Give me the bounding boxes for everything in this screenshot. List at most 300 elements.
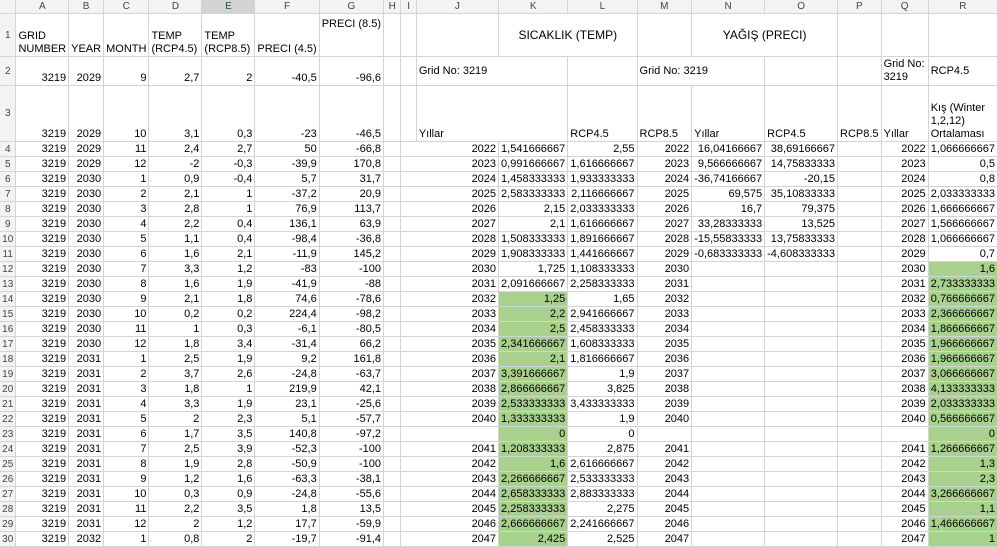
cell-e[interactable]: -0,3: [202, 157, 255, 172]
cell-m[interactable]: 2032: [637, 292, 692, 307]
cell-d[interactable]: 2,2: [149, 217, 202, 232]
cell-b[interactable]: 2032: [69, 532, 104, 547]
cell-r[interactable]: 0,566666667: [928, 412, 997, 427]
cell-l[interactable]: 1,9: [568, 412, 637, 427]
cell-g[interactable]: -100: [319, 442, 383, 457]
cell-e[interactable]: 2,6: [202, 367, 255, 382]
column-header-f[interactable]: F: [255, 0, 319, 14]
cell-r[interactable]: 2,366666667: [928, 307, 997, 322]
cell-e[interactable]: 2,1: [202, 247, 255, 262]
cell-n[interactable]: [692, 382, 765, 397]
cell-o[interactable]: 14,75833333: [765, 157, 838, 172]
cell-h[interactable]: [384, 472, 401, 487]
cell-h[interactable]: [384, 442, 401, 457]
row-header[interactable]: 7: [0, 187, 16, 202]
cell-j[interactable]: 2026: [401, 202, 499, 217]
cell-h[interactable]: [384, 367, 401, 382]
cell-e[interactable]: 0,4: [202, 217, 255, 232]
column-header-h[interactable]: H: [384, 0, 401, 14]
temp-section-title[interactable]: SICAKLIK (TEMP): [499, 14, 637, 57]
cell-a[interactable]: 3219: [16, 307, 69, 322]
cell-l[interactable]: 3,433333333: [568, 397, 637, 412]
cell-d[interactable]: 2,1: [149, 292, 202, 307]
cell-e3[interactable]: 0,3: [202, 86, 255, 142]
cell-o[interactable]: [765, 532, 838, 547]
cell-q[interactable]: 2041: [881, 442, 928, 457]
preci-section-title[interactable]: YAĞIŞ (PRECI): [692, 14, 838, 57]
cell-f[interactable]: -39,9: [255, 157, 319, 172]
cell-n[interactable]: [692, 502, 765, 517]
cell-e[interactable]: -0,4: [202, 172, 255, 187]
cell-m[interactable]: 2044: [637, 487, 692, 502]
cell-m[interactable]: 2047: [637, 532, 692, 547]
cell-o[interactable]: [765, 472, 838, 487]
row-header[interactable]: 21: [0, 397, 16, 412]
cell-j[interactable]: 2031: [401, 277, 499, 292]
row-header[interactable]: 25: [0, 457, 16, 472]
cell-b[interactable]: 2031: [69, 412, 104, 427]
cell-o[interactable]: 38,69166667: [765, 142, 838, 157]
cell-l[interactable]: 1,933333333: [568, 172, 637, 187]
cell-a[interactable]: 3219: [16, 322, 69, 337]
cell-q[interactable]: 2026: [881, 202, 928, 217]
cell-n[interactable]: [692, 517, 765, 532]
cell-p[interactable]: [838, 337, 882, 352]
cell-l[interactable]: 2,525: [568, 532, 637, 547]
cell-k[interactable]: 3,391666667: [499, 367, 568, 382]
cell-f[interactable]: 17,7: [255, 517, 319, 532]
cell-a[interactable]: 3219: [16, 172, 69, 187]
cell-p2[interactable]: [838, 57, 882, 86]
cell-p[interactable]: [838, 532, 882, 547]
cell-r[interactable]: 2,033333333: [928, 397, 997, 412]
cell-c[interactable]: 8: [104, 457, 149, 472]
cell-g[interactable]: -59,9: [319, 517, 383, 532]
row-header[interactable]: 26: [0, 472, 16, 487]
cell-c[interactable]: 1: [104, 352, 149, 367]
cell-b[interactable]: 2031: [69, 442, 104, 457]
cell-f[interactable]: -41,9: [255, 277, 319, 292]
cell-g[interactable]: -100: [319, 457, 383, 472]
cell-m[interactable]: 2038: [637, 382, 692, 397]
row-header[interactable]: 29: [0, 517, 16, 532]
row-header[interactable]: 24: [0, 442, 16, 457]
cell-g[interactable]: -80,5: [319, 322, 383, 337]
cell-q[interactable]: 2038: [881, 382, 928, 397]
column-header-c[interactable]: C: [104, 0, 149, 14]
cell-k[interactable]: 1,725: [499, 262, 568, 277]
cell-b2[interactable]: 2029: [69, 57, 104, 86]
cell-k[interactable]: 2,258333333: [499, 502, 568, 517]
cell-r[interactable]: 1,566666667: [928, 217, 997, 232]
cell-r[interactable]: 1,266666667: [928, 442, 997, 457]
cell-b[interactable]: 2031: [69, 457, 104, 472]
cell-d[interactable]: 2,4: [149, 142, 202, 157]
row-header[interactable]: 12: [0, 262, 16, 277]
cell-r[interactable]: 1,1: [928, 502, 997, 517]
cell-f2[interactable]: -40,5: [255, 57, 319, 86]
cell-l[interactable]: 2,458333333: [568, 322, 637, 337]
cell-g[interactable]: 145,2: [319, 247, 383, 262]
winter-grid-label[interactable]: Grid No: 3219: [881, 57, 928, 86]
cell-r[interactable]: 1,966666667: [928, 337, 997, 352]
cell-a[interactable]: 3219: [16, 232, 69, 247]
cell-r[interactable]: 1,3: [928, 457, 997, 472]
cell-e[interactable]: 0,4: [202, 232, 255, 247]
cell-h[interactable]: [384, 382, 401, 397]
cell-p[interactable]: [838, 202, 882, 217]
cell-f[interactable]: -63,3: [255, 472, 319, 487]
cell-r[interactable]: 1: [928, 532, 997, 547]
cell-q[interactable]: 2039: [881, 397, 928, 412]
cell-o[interactable]: [765, 427, 838, 442]
cell-d[interactable]: 2,8: [149, 202, 202, 217]
cell-e[interactable]: 1,2: [202, 262, 255, 277]
cell-k[interactable]: 1,333333333: [499, 412, 568, 427]
cell-f[interactable]: 23,1: [255, 397, 319, 412]
cell-q[interactable]: 2027: [881, 217, 928, 232]
cell-r[interactable]: 2,3: [928, 472, 997, 487]
cell-b[interactable]: 2030: [69, 322, 104, 337]
cell-m[interactable]: 2045: [637, 502, 692, 517]
cell-a[interactable]: 3219: [16, 277, 69, 292]
cell-b[interactable]: 2031: [69, 367, 104, 382]
cell-q[interactable]: 2036: [881, 352, 928, 367]
cell-m[interactable]: 2025: [637, 187, 692, 202]
cell-j[interactable]: 2040: [401, 412, 499, 427]
cell-b[interactable]: 2030: [69, 307, 104, 322]
cell-g[interactable]: 170,8: [319, 157, 383, 172]
column-header-a[interactable]: A: [16, 0, 69, 14]
cell-d[interactable]: 2: [149, 517, 202, 532]
cell-h3[interactable]: [384, 86, 401, 142]
cell-k[interactable]: 2,533333333: [499, 397, 568, 412]
cell-b[interactable]: 2030: [69, 202, 104, 217]
cell-p[interactable]: [838, 367, 882, 382]
cell-j[interactable]: 2034: [401, 322, 499, 337]
cell-l[interactable]: 2,258333333: [568, 277, 637, 292]
preci-years-header[interactable]: Yıllar: [692, 86, 765, 142]
cell-f1[interactable]: PRECI (4.5): [255, 14, 319, 57]
cell-a[interactable]: 3219: [16, 502, 69, 517]
cell-d[interactable]: 1,9: [149, 457, 202, 472]
cell-a[interactable]: 3219: [16, 532, 69, 547]
row-header[interactable]: 17: [0, 337, 16, 352]
cell-k[interactable]: 0,991666667: [499, 157, 568, 172]
cell-d[interactable]: 1: [149, 322, 202, 337]
cell-j[interactable]: 2047: [401, 532, 499, 547]
cell-q[interactable]: 2025: [881, 187, 928, 202]
cell-l[interactable]: 2,616666667: [568, 457, 637, 472]
cell-j[interactable]: 2024: [401, 172, 499, 187]
row-header[interactable]: 14: [0, 292, 16, 307]
cell-k[interactable]: 1,508333333: [499, 232, 568, 247]
row-header[interactable]: 5: [0, 157, 16, 172]
cell-j[interactable]: 2037: [401, 367, 499, 382]
cell-k[interactable]: 1,208333333: [499, 442, 568, 457]
column-header-g[interactable]: G: [319, 0, 383, 14]
cell-f[interactable]: 224,4: [255, 307, 319, 322]
cell-a[interactable]: 3219: [16, 187, 69, 202]
cell-h[interactable]: [384, 202, 401, 217]
cell-b[interactable]: 2031: [69, 352, 104, 367]
cell-b[interactable]: 2030: [69, 217, 104, 232]
cell-b[interactable]: 2031: [69, 472, 104, 487]
cell-e[interactable]: 3,9: [202, 442, 255, 457]
cell-o[interactable]: [765, 412, 838, 427]
select-all-corner[interactable]: [0, 0, 16, 14]
cell-b[interactable]: 2030: [69, 172, 104, 187]
cell-a[interactable]: 3219: [16, 217, 69, 232]
cell-g[interactable]: -98,2: [319, 307, 383, 322]
cell-o[interactable]: 79,375: [765, 202, 838, 217]
cell-r2[interactable]: RCP4.5: [928, 57, 997, 86]
cell-o[interactable]: -20,15: [765, 172, 838, 187]
cell-o[interactable]: [765, 322, 838, 337]
cell-q[interactable]: 2044: [881, 487, 928, 502]
cell-p[interactable]: [838, 157, 882, 172]
cell-g[interactable]: 42,1: [319, 382, 383, 397]
cell-f3[interactable]: -23: [255, 86, 319, 142]
cell-g[interactable]: 113,7: [319, 202, 383, 217]
cell-j[interactable]: 2035: [401, 337, 499, 352]
cell-f[interactable]: 74,6: [255, 292, 319, 307]
cell-g[interactable]: 161,8: [319, 352, 383, 367]
temp-rcp45-header[interactable]: RCP4.5: [568, 86, 637, 142]
cell-k[interactable]: 2,1: [499, 217, 568, 232]
cell-b[interactable]: 2030: [69, 292, 104, 307]
cell-l[interactable]: 1,9: [568, 367, 637, 382]
cell-k[interactable]: 2,2: [499, 307, 568, 322]
cell-c1[interactable]: MONTH: [104, 14, 149, 57]
cell-h[interactable]: [384, 142, 401, 157]
cell-p[interactable]: [838, 397, 882, 412]
cell-c[interactable]: 4: [104, 397, 149, 412]
cell-c[interactable]: 1: [104, 532, 149, 547]
cell-r[interactable]: 1,466666667: [928, 517, 997, 532]
cell-l[interactable]: 2,875: [568, 442, 637, 457]
cell-e[interactable]: 2: [202, 532, 255, 547]
cell-c[interactable]: 12: [104, 157, 149, 172]
cell-c[interactable]: 3: [104, 202, 149, 217]
cell-p[interactable]: [838, 322, 882, 337]
cell-a[interactable]: 3219: [16, 247, 69, 262]
cell-d[interactable]: -2: [149, 157, 202, 172]
cell-d[interactable]: 1,6: [149, 247, 202, 262]
cell-n[interactable]: [692, 277, 765, 292]
cell-p[interactable]: [838, 307, 882, 322]
cell-h[interactable]: [384, 247, 401, 262]
cell-e1[interactable]: TEMP (RCP8.5): [202, 14, 255, 57]
cell-g[interactable]: -100: [319, 262, 383, 277]
row-header[interactable]: 19: [0, 367, 16, 382]
cell-q[interactable]: 2024: [881, 172, 928, 187]
cell-a[interactable]: 3219: [16, 367, 69, 382]
cell-j[interactable]: 2046: [401, 517, 499, 532]
cell-f[interactable]: -6,1: [255, 322, 319, 337]
row-header[interactable]: 11: [0, 247, 16, 262]
cell-b[interactable]: 2030: [69, 232, 104, 247]
cell-j[interactable]: 2022: [401, 142, 499, 157]
cell-q1[interactable]: [881, 14, 928, 57]
column-header-i[interactable]: I: [401, 0, 416, 14]
cell-h[interactable]: [384, 172, 401, 187]
cell-l[interactable]: 1,816666667: [568, 352, 637, 367]
cell-a3[interactable]: 3219: [16, 86, 69, 142]
cell-o[interactable]: [765, 352, 838, 367]
cell-e[interactable]: 1: [202, 202, 255, 217]
column-header-l[interactable]: L: [568, 0, 637, 14]
cell-n[interactable]: [692, 307, 765, 322]
cell-g[interactable]: 31,7: [319, 172, 383, 187]
cell-r[interactable]: 2,733333333: [928, 277, 997, 292]
cell-c3[interactable]: 10: [104, 86, 149, 142]
cell-l[interactable]: 2,241666667: [568, 517, 637, 532]
cell-m[interactable]: 2036: [637, 352, 692, 367]
cell-e[interactable]: 0,3: [202, 322, 255, 337]
cell-n[interactable]: [692, 352, 765, 367]
preci-rcp85-header[interactable]: RCP8.5: [838, 86, 882, 142]
cell-l[interactable]: 2,116666667: [568, 187, 637, 202]
row-header[interactable]: 13: [0, 277, 16, 292]
cell-m[interactable]: 2039: [637, 397, 692, 412]
cell-e[interactable]: 1,6: [202, 472, 255, 487]
row-header-2[interactable]: 2: [0, 57, 16, 86]
cell-l[interactable]: 2,033333333: [568, 202, 637, 217]
cell-j[interactable]: 2025: [401, 187, 499, 202]
cell-j[interactable]: 2030: [401, 262, 499, 277]
cell-a[interactable]: 3219: [16, 427, 69, 442]
cell-f[interactable]: 136,1: [255, 217, 319, 232]
row-header[interactable]: 30: [0, 532, 16, 547]
column-header-e[interactable]: E: [202, 0, 255, 14]
cell-p[interactable]: [838, 472, 882, 487]
cell-h[interactable]: [384, 262, 401, 277]
column-header-d[interactable]: D: [149, 0, 202, 14]
cell-g[interactable]: -25,6: [319, 397, 383, 412]
cell-f[interactable]: 219,9: [255, 382, 319, 397]
cell-k[interactable]: 1,541666667: [499, 142, 568, 157]
cell-m[interactable]: 2022: [637, 142, 692, 157]
cell-b[interactable]: 2031: [69, 502, 104, 517]
row-header-3[interactable]: 3: [0, 86, 16, 142]
cell-n[interactable]: [692, 457, 765, 472]
cell-f[interactable]: 1,8: [255, 502, 319, 517]
cell-n[interactable]: [692, 532, 765, 547]
cell-p[interactable]: [838, 352, 882, 367]
winter-average-header[interactable]: Kış (Winter 1,2,12) Ortalaması: [928, 86, 997, 142]
column-header-j[interactable]: J: [416, 0, 498, 14]
cell-q[interactable]: 2035: [881, 337, 928, 352]
cell-p[interactable]: [838, 412, 882, 427]
cell-d[interactable]: 2,5: [149, 352, 202, 367]
cell-j[interactable]: 2032: [401, 292, 499, 307]
cell-o[interactable]: [765, 442, 838, 457]
cell-p[interactable]: [838, 187, 882, 202]
cell-g[interactable]: -57,7: [319, 412, 383, 427]
cell-q[interactable]: 2043: [881, 472, 928, 487]
cell-h2[interactable]: [384, 57, 401, 86]
row-header[interactable]: 10: [0, 232, 16, 247]
cell-c[interactable]: 12: [104, 517, 149, 532]
cell-h[interactable]: [384, 487, 401, 502]
cell-a[interactable]: 3219: [16, 457, 69, 472]
cell-o[interactable]: [765, 337, 838, 352]
cell-q[interactable]: 2042: [881, 457, 928, 472]
cell-q[interactable]: 2031: [881, 277, 928, 292]
cell-q[interactable]: 2045: [881, 502, 928, 517]
row-header[interactable]: 15: [0, 307, 16, 322]
cell-m[interactable]: 2033: [637, 307, 692, 322]
row-header[interactable]: 8: [0, 202, 16, 217]
cell-n[interactable]: [692, 442, 765, 457]
cell-d[interactable]: 2: [149, 412, 202, 427]
cell-o[interactable]: [765, 457, 838, 472]
cell-b[interactable]: 2031: [69, 382, 104, 397]
temp-grid-label[interactable]: Grid No: 3219: [416, 57, 567, 86]
cell-f[interactable]: -50,9: [255, 457, 319, 472]
cell-c[interactable]: 6: [104, 247, 149, 262]
cell-h[interactable]: [384, 307, 401, 322]
cell-e[interactable]: 3,5: [202, 502, 255, 517]
cell-l[interactable]: 2,883333333: [568, 487, 637, 502]
cell-l[interactable]: 2,941666667: [568, 307, 637, 322]
cell-e[interactable]: 1: [202, 382, 255, 397]
cell-f[interactable]: -83: [255, 262, 319, 277]
cell-j[interactable]: [401, 427, 499, 442]
cell-b1[interactable]: YEAR: [69, 14, 104, 57]
cell-p[interactable]: [838, 517, 882, 532]
cell-g3[interactable]: -46,5: [319, 86, 383, 142]
cell-d[interactable]: 3,3: [149, 397, 202, 412]
cell-f[interactable]: -52,3: [255, 442, 319, 457]
cell-f[interactable]: 50: [255, 142, 319, 157]
cell-k[interactable]: 2,341666667: [499, 337, 568, 352]
cell-o[interactable]: [765, 502, 838, 517]
cell-h[interactable]: [384, 277, 401, 292]
cell-c[interactable]: 6: [104, 427, 149, 442]
cell-o[interactable]: [765, 277, 838, 292]
cell-f[interactable]: -24,8: [255, 487, 319, 502]
cell-e[interactable]: 1,9: [202, 277, 255, 292]
cell-k[interactable]: 2,583333333: [499, 187, 568, 202]
cell-b[interactable]: 2031: [69, 397, 104, 412]
column-header-q[interactable]: Q: [881, 0, 928, 14]
cell-d[interactable]: 0,8: [149, 532, 202, 547]
cell-g[interactable]: -97,2: [319, 427, 383, 442]
cell-q[interactable]: 2032: [881, 292, 928, 307]
cell-a[interactable]: 3219: [16, 397, 69, 412]
cell-n[interactable]: -36,74166667: [692, 172, 765, 187]
cell-r[interactable]: 0,7: [928, 247, 997, 262]
cell-q[interactable]: 2040: [881, 412, 928, 427]
cell-p[interactable]: [838, 277, 882, 292]
cell-g[interactable]: 63,9: [319, 217, 383, 232]
cell-n[interactable]: 33,28333333: [692, 217, 765, 232]
cell-h[interactable]: [384, 532, 401, 547]
cell-h[interactable]: [384, 187, 401, 202]
cell-q[interactable]: 2030: [881, 262, 928, 277]
cell-m[interactable]: 2024: [637, 172, 692, 187]
row-header[interactable]: 23: [0, 427, 16, 442]
cell-q[interactable]: 2047: [881, 532, 928, 547]
row-header[interactable]: 16: [0, 322, 16, 337]
cell-k[interactable]: 2,091666667: [499, 277, 568, 292]
cell-d1[interactable]: TEMP (RCP4.5): [149, 14, 202, 57]
cell-d[interactable]: 1,8: [149, 382, 202, 397]
column-header-k[interactable]: K: [499, 0, 568, 14]
cell-l[interactable]: 1,608333333: [568, 337, 637, 352]
